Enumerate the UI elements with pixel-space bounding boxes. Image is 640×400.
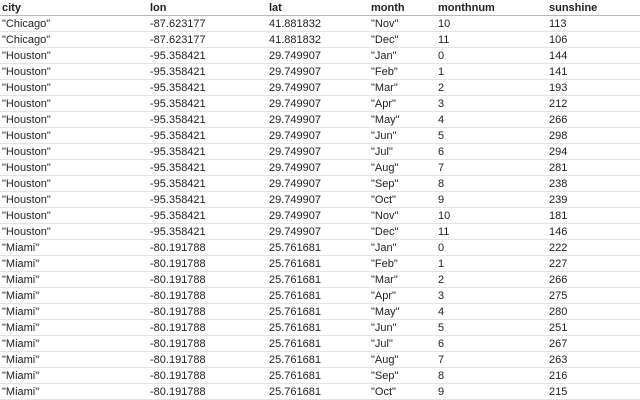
cell-monthnum: 0 — [436, 240, 547, 256]
cell-monthnum: 1 — [436, 256, 547, 272]
table-row[interactable] — [0, 256, 640, 272]
cell-lon: -95.358421 — [148, 160, 267, 176]
cell-monthnum: 4 — [436, 304, 547, 320]
cell-monthnum: 9 — [436, 192, 547, 208]
cell-month: "Jun" — [369, 128, 436, 144]
cell-city: "Miami" — [0, 384, 148, 400]
cell-sunshine: 113 — [547, 16, 640, 32]
cell-city: "Miami" — [0, 240, 148, 256]
cell-sunshine: 266 — [547, 112, 640, 128]
cell-monthnum: 8 — [436, 368, 547, 384]
cell-monthnum: 5 — [436, 320, 547, 336]
cell-city: "Houston" — [0, 96, 148, 112]
cell-sunshine: 239 — [547, 192, 640, 208]
cell-city: "Miami" — [0, 368, 148, 384]
cell-city: "Miami" — [0, 256, 148, 272]
table-row[interactable] — [0, 64, 640, 80]
cell-month: "Oct" — [369, 192, 436, 208]
cell-month: "Mar" — [369, 272, 436, 288]
cell-monthnum: 10 — [436, 16, 547, 32]
table-row[interactable] — [0, 208, 640, 224]
cell-lon: -80.191788 — [148, 304, 267, 320]
cell-lon: -87.623177 — [148, 32, 267, 48]
table-row[interactable] — [0, 352, 640, 368]
cell-sunshine: 281 — [547, 160, 640, 176]
table-row[interactable] — [0, 160, 640, 176]
cell-month: "Dec" — [369, 224, 436, 240]
cell-lat: 29.749907 — [267, 128, 369, 144]
column-header-city[interactable]: city — [0, 0, 148, 16]
cell-lat: 25.761681 — [267, 304, 369, 320]
cell-lat: 29.749907 — [267, 176, 369, 192]
cell-lon: -95.358421 — [148, 144, 267, 160]
table-row[interactable] — [0, 192, 640, 208]
cell-month: "Feb" — [369, 64, 436, 80]
cell-monthnum: 8 — [436, 176, 547, 192]
cell-lon: -95.358421 — [148, 64, 267, 80]
table-row[interactable] — [0, 112, 640, 128]
cell-city: "Houston" — [0, 112, 148, 128]
cell-lat: 29.749907 — [267, 208, 369, 224]
cell-month: "Dec" — [369, 32, 436, 48]
cell-monthnum: 6 — [436, 336, 547, 352]
cell-lat: 25.761681 — [267, 288, 369, 304]
cell-monthnum: 4 — [436, 112, 547, 128]
cell-lon: -95.358421 — [148, 224, 267, 240]
cell-lat: 41.881832 — [267, 16, 369, 32]
cell-sunshine: 298 — [547, 128, 640, 144]
cell-lon: -95.358421 — [148, 128, 267, 144]
cell-sunshine: 141 — [547, 64, 640, 80]
cell-sunshine: 294 — [547, 144, 640, 160]
cell-month: "Jul" — [369, 336, 436, 352]
table-row[interactable] — [0, 32, 640, 48]
cell-month: "Jun" — [369, 320, 436, 336]
table-header — [0, 0, 640, 16]
cell-lat: 29.749907 — [267, 160, 369, 176]
cell-lon: -80.191788 — [148, 272, 267, 288]
cell-lat: 29.749907 — [267, 96, 369, 112]
cell-lon: -80.191788 — [148, 256, 267, 272]
cell-lat: 25.761681 — [267, 320, 369, 336]
table-row[interactable] — [0, 48, 640, 64]
cell-monthnum: 6 — [436, 144, 547, 160]
cell-city: "Miami" — [0, 352, 148, 368]
table-row[interactable] — [0, 336, 640, 352]
cell-month: "Aug" — [369, 352, 436, 368]
table-row[interactable] — [0, 384, 640, 400]
cell-lat: 25.761681 — [267, 368, 369, 384]
cell-sunshine: 266 — [547, 272, 640, 288]
cell-lon: -95.358421 — [148, 80, 267, 96]
cell-lon: -95.358421 — [148, 208, 267, 224]
column-header-monthnum[interactable]: monthnum — [436, 0, 547, 16]
cell-month: "Jan" — [369, 240, 436, 256]
cell-lat: 25.761681 — [267, 272, 369, 288]
cell-month: "May" — [369, 112, 436, 128]
cell-monthnum: 3 — [436, 288, 547, 304]
cell-month: "Nov" — [369, 16, 436, 32]
cell-lat: 25.761681 — [267, 384, 369, 400]
cell-lat: 41.881832 — [267, 32, 369, 48]
cell-month: "Apr" — [369, 96, 436, 112]
cell-lon: -95.358421 — [148, 96, 267, 112]
cell-lon: -95.358421 — [148, 192, 267, 208]
table-row[interactable] — [0, 224, 640, 240]
cell-month: "Apr" — [369, 288, 436, 304]
cell-lon: -80.191788 — [148, 288, 267, 304]
cell-monthnum: 10 — [436, 208, 547, 224]
cell-monthnum: 5 — [436, 128, 547, 144]
table-row[interactable] — [0, 272, 640, 288]
cell-lon: -95.358421 — [148, 112, 267, 128]
cell-lat: 29.749907 — [267, 80, 369, 96]
cell-sunshine: 215 — [547, 384, 640, 400]
cell-lon: -80.191788 — [148, 240, 267, 256]
column-header-lat[interactable]: lat — [267, 0, 369, 16]
cell-city: "Houston" — [0, 208, 148, 224]
cell-monthnum: 9 — [436, 384, 547, 400]
cell-lat: 29.749907 — [267, 112, 369, 128]
cell-city: "Houston" — [0, 80, 148, 96]
cell-city: "Chicago" — [0, 16, 148, 32]
cell-lon: -95.358421 — [148, 176, 267, 192]
cell-lon: -80.191788 — [148, 352, 267, 368]
cell-monthnum: 3 — [436, 96, 547, 112]
cell-sunshine: 267 — [547, 336, 640, 352]
cell-sunshine: 238 — [547, 176, 640, 192]
cell-lon: -80.191788 — [148, 320, 267, 336]
cell-city: "Houston" — [0, 192, 148, 208]
cell-sunshine: 251 — [547, 320, 640, 336]
cell-month: "Oct" — [369, 384, 436, 400]
cell-lon: -87.623177 — [148, 16, 267, 32]
cell-monthnum: 2 — [436, 80, 547, 96]
header-row — [0, 0, 640, 16]
cell-city: "Houston" — [0, 48, 148, 64]
cell-lat: 29.749907 — [267, 192, 369, 208]
cell-month: "Feb" — [369, 256, 436, 272]
cell-month: "May" — [369, 304, 436, 320]
cell-sunshine: 216 — [547, 368, 640, 384]
cell-monthnum: 1 — [436, 64, 547, 80]
cell-sunshine: 106 — [547, 32, 640, 48]
cell-sunshine: 181 — [547, 208, 640, 224]
cell-city: "Miami" — [0, 272, 148, 288]
cell-sunshine: 193 — [547, 80, 640, 96]
cell-city: "Miami" — [0, 320, 148, 336]
cell-lon: -80.191788 — [148, 336, 267, 352]
table-body — [0, 16, 640, 400]
cell-city: "Houston" — [0, 64, 148, 80]
cell-city: "Houston" — [0, 224, 148, 240]
cell-lat: 25.761681 — [267, 256, 369, 272]
cell-sunshine: 227 — [547, 256, 640, 272]
cell-city: "Houston" — [0, 176, 148, 192]
cell-monthnum: 7 — [436, 352, 547, 368]
cell-monthnum: 2 — [436, 272, 547, 288]
cell-sunshine: 280 — [547, 304, 640, 320]
cell-lat: 25.761681 — [267, 240, 369, 256]
cell-city: "Chicago" — [0, 32, 148, 48]
cell-lat: 29.749907 — [267, 48, 369, 64]
cell-month: "Mar" — [369, 80, 436, 96]
cell-city: "Houston" — [0, 144, 148, 160]
cell-city: "Miami" — [0, 304, 148, 320]
cell-sunshine: 212 — [547, 96, 640, 112]
table-row[interactable] — [0, 304, 640, 320]
table-row[interactable] — [0, 240, 640, 256]
table-row[interactable] — [0, 144, 640, 160]
cell-lat: 25.761681 — [267, 352, 369, 368]
table-row[interactable] — [0, 288, 640, 304]
cell-sunshine: 222 — [547, 240, 640, 256]
cell-lon: -95.358421 — [148, 48, 267, 64]
cell-city: "Houston" — [0, 128, 148, 144]
table-row[interactable] — [0, 368, 640, 384]
cell-city: "Miami" — [0, 288, 148, 304]
cell-monthnum: 11 — [436, 224, 547, 240]
cell-sunshine: 144 — [547, 48, 640, 64]
cell-lat: 29.749907 — [267, 224, 369, 240]
column-header-lon[interactable]: lon — [148, 0, 267, 16]
table-row[interactable] — [0, 128, 640, 144]
cell-month: "Sep" — [369, 368, 436, 384]
table-row[interactable] — [0, 320, 640, 336]
cell-monthnum: 11 — [436, 32, 547, 48]
table-row[interactable] — [0, 16, 640, 32]
cell-lon: -80.191788 — [148, 368, 267, 384]
cell-city: "Miami" — [0, 336, 148, 352]
cell-lat: 25.761681 — [267, 336, 369, 352]
cell-month: "Sep" — [369, 176, 436, 192]
cell-month: "Jul" — [369, 144, 436, 160]
table-row[interactable] — [0, 96, 640, 112]
cell-monthnum: 7 — [436, 160, 547, 176]
cell-lat: 29.749907 — [267, 64, 369, 80]
cell-sunshine: 275 — [547, 288, 640, 304]
table-row[interactable] — [0, 80, 640, 96]
column-header-month[interactable]: month — [369, 0, 436, 16]
cell-sunshine: 263 — [547, 352, 640, 368]
cell-month: "Jan" — [369, 48, 436, 64]
column-header-sunshine[interactable]: sunshine — [547, 0, 640, 16]
cell-month: "Aug" — [369, 160, 436, 176]
cell-monthnum: 0 — [436, 48, 547, 64]
cell-city: "Houston" — [0, 160, 148, 176]
cell-sunshine: 146 — [547, 224, 640, 240]
cell-lat: 29.749907 — [267, 144, 369, 160]
table-row[interactable] — [0, 176, 640, 192]
cell-lon: -80.191788 — [148, 384, 267, 400]
cell-month: "Nov" — [369, 208, 436, 224]
